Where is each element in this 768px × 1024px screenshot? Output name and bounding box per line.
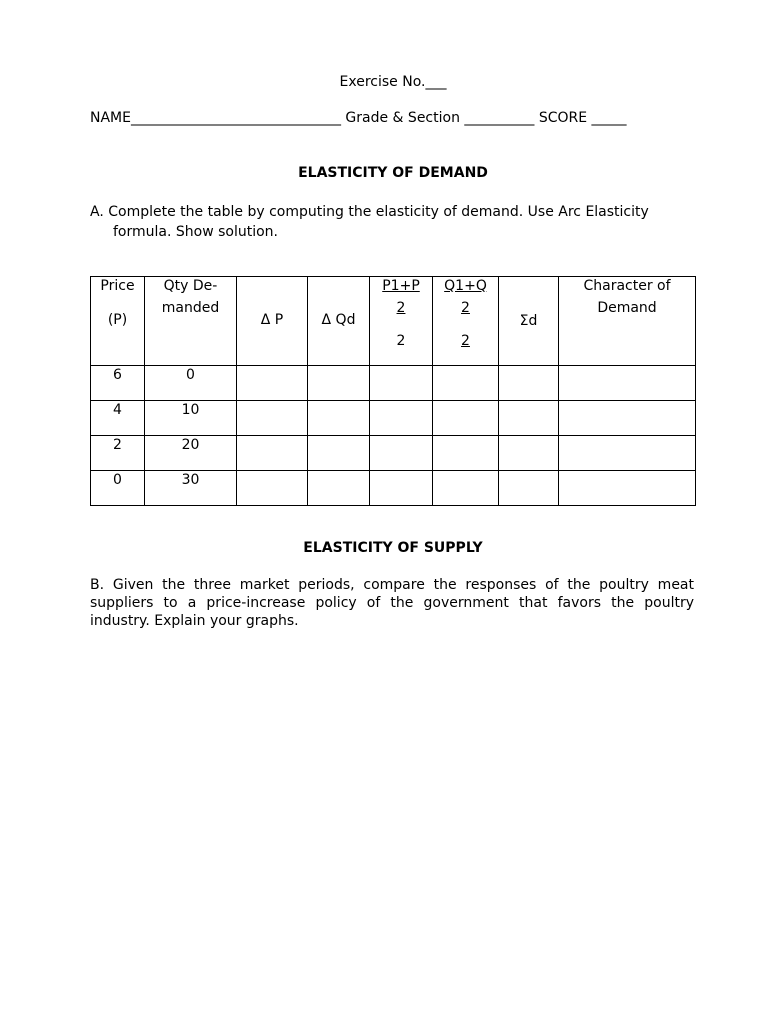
delta-qd-cell[interactable] [308, 471, 370, 506]
header-qty-line2: manded [161, 300, 220, 316]
delta-qd-cell[interactable] [308, 401, 370, 436]
elasticity-cell[interactable] [499, 471, 559, 506]
p-avg-cell[interactable] [370, 401, 433, 436]
header-character [559, 277, 696, 366]
header-delta-qd-label: Δ Qd [321, 312, 356, 328]
header-q-avg-denominator: 2 [461, 333, 470, 349]
character-cell[interactable] [559, 436, 696, 471]
character-cell[interactable] [559, 366, 696, 401]
instruction-a-line2: formula. Show solution. [113, 224, 278, 240]
header-delta-p [237, 277, 308, 366]
qty-cell: 30 [145, 471, 237, 506]
elasticity-cell[interactable] [499, 366, 559, 401]
table-row [91, 401, 696, 436]
delta-p-cell[interactable] [237, 366, 308, 401]
header-price [91, 277, 145, 366]
header-character-line1: Character of [583, 278, 671, 294]
q-avg-cell[interactable] [433, 366, 499, 401]
delta-p-cell[interactable] [237, 436, 308, 471]
elasticity-table [90, 276, 696, 506]
price-cell: 4 [91, 401, 145, 436]
delta-qd-cell[interactable] [308, 436, 370, 471]
exercise-number-line: Exercise No.___ [339, 74, 447, 90]
name-grade-score-line: NAME______________________________ Grade & Section __________ SCORE _____ [90, 110, 627, 126]
header-price-average [370, 277, 433, 366]
header-elasticity [499, 277, 559, 366]
qty-cell: 20 [145, 436, 237, 471]
delta-p-cell[interactable] [237, 471, 308, 506]
delta-p-cell[interactable] [237, 401, 308, 436]
header-p-avg-denominator: 2 [396, 333, 406, 349]
q-avg-cell[interactable] [433, 401, 499, 436]
instruction-a [90, 202, 694, 242]
qty-cell: 10 [145, 401, 237, 436]
table-row [91, 366, 696, 401]
header-delta-p-label: Δ P [260, 312, 284, 328]
elasticity-cell[interactable] [499, 401, 559, 436]
price-cell: 2 [91, 436, 145, 471]
instruction-b: B. Given the three market periods, compare the responses of the poultry meat suppliers to a price-increase policy of the government that favors the poultry industry. Explain your graphs. [90, 577, 694, 629]
q-avg-cell[interactable] [433, 436, 499, 471]
header-price-label: Price [100, 278, 135, 294]
header-qty-line1: Qty De- [163, 278, 218, 294]
header-p-avg-subscript: 2 [396, 300, 406, 316]
price-cell: 6 [91, 366, 145, 401]
character-cell[interactable] [559, 401, 696, 436]
header-q-avg-subscript: 2 [461, 300, 470, 316]
table-header-row [91, 277, 696, 366]
header-character-line2: Demand [597, 300, 657, 316]
header-qty-average [433, 277, 499, 366]
header-price-symbol: (P) [107, 312, 128, 328]
q-avg-cell[interactable] [433, 471, 499, 506]
header-qty-demanded [145, 277, 237, 366]
price-cell: 0 [91, 471, 145, 506]
p-avg-cell[interactable] [370, 366, 433, 401]
elasticity-of-supply-title: ELASTICITY OF SUPPLY [303, 540, 483, 556]
header-q-avg-numerator: Q1+Q [444, 278, 487, 294]
table-row [91, 436, 696, 471]
header-delta-qd [308, 277, 370, 366]
instruction-a-line1: A. Complete the table by computing the elasticity of demand. Use Arc Elasticity [90, 204, 649, 220]
header-elasticity-label: Σd [519, 313, 538, 329]
p-avg-cell[interactable] [370, 471, 433, 506]
delta-qd-cell[interactable] [308, 366, 370, 401]
elasticity-of-demand-title: ELASTICITY OF DEMAND [298, 165, 488, 181]
elasticity-cell[interactable] [499, 436, 559, 471]
header-p-avg-numerator: P1+P [382, 278, 420, 294]
table-row [91, 471, 696, 506]
qty-cell: 0 [145, 366, 237, 401]
p-avg-cell[interactable] [370, 436, 433, 471]
character-cell[interactable] [559, 471, 696, 506]
